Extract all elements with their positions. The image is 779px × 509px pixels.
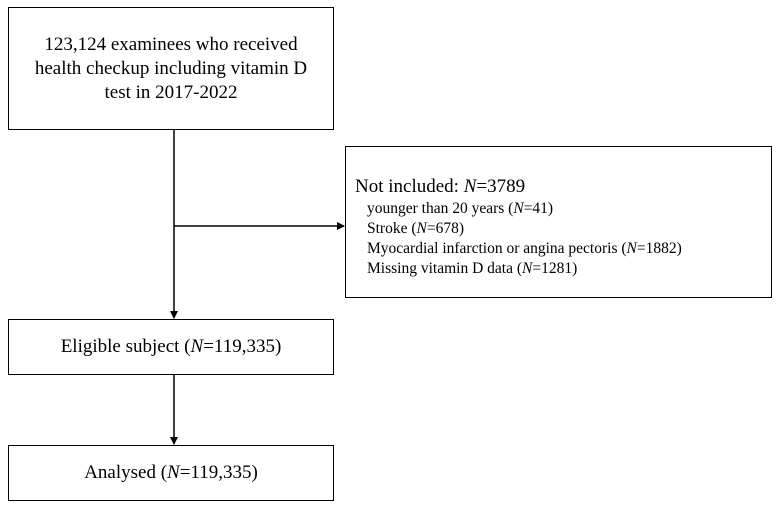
exclusion-item-label: Stroke ( <box>367 220 417 237</box>
eligible-count: =119,335) <box>203 336 282 357</box>
analysed-count: =119,335) <box>179 462 258 483</box>
eligible-label: Eligible subject ( <box>60 336 191 357</box>
exclusion-item-age <box>355 199 771 219</box>
exclusion-item-count: =1281) <box>532 260 578 277</box>
eligible-text <box>61 336 282 358</box>
exclusion-item-label: Missing vitamin D data ( <box>367 260 522 277</box>
exclusion-box <box>345 146 772 298</box>
source-population-box <box>8 7 334 130</box>
exclusion-heading-label: Not included: <box>355 176 464 197</box>
exclusion-item-label: younger than 20 years ( <box>367 200 514 217</box>
n-symbol: N <box>513 200 524 217</box>
exclusion-item-count: =41) <box>523 200 554 217</box>
exclusion-item-count: =678) <box>426 220 465 237</box>
n-symbol: N <box>522 260 533 277</box>
exclusion-item-missing-vitd <box>355 259 771 279</box>
n-symbol: N <box>190 336 204 357</box>
exclusion-item-mi-angina <box>355 239 771 259</box>
eligible-box <box>8 319 334 375</box>
exclusion-item-count: =1882) <box>636 240 682 257</box>
n-symbol: N <box>416 220 427 237</box>
n-symbol: N <box>463 176 477 197</box>
analysed-text <box>84 462 258 484</box>
analysed-box <box>8 445 334 501</box>
source-population-text: 123,124 examinees who received health checkup including vitamin D test in 2017-2022 <box>34 33 308 103</box>
analysed-label: Analysed ( <box>84 462 168 483</box>
n-symbol: N <box>167 462 180 483</box>
exclusion-heading-count: =3789 <box>476 176 526 197</box>
exclusion-item-stroke <box>355 219 771 239</box>
exclusion-heading <box>355 175 771 199</box>
n-symbol: N <box>626 240 637 257</box>
exclusion-item-label: Myocardial infarction or angina pectoris ( <box>367 240 627 257</box>
